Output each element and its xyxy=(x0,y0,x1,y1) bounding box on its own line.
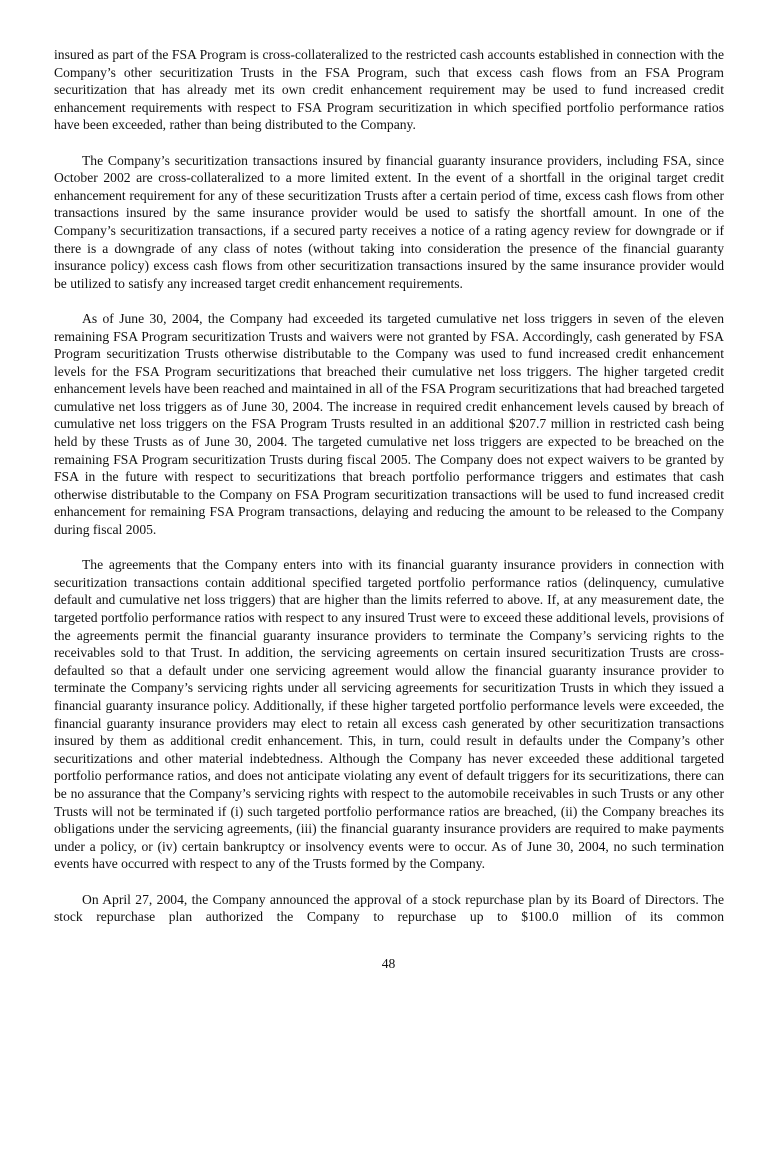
paragraph-net-loss-triggers: As of June 30, 2004, the Company had exceeded its targeted cumulative net loss triggers in seven of the eleven remaining FSA Program securitization Trusts and waivers were not granted by FSA. Accordingly, cash generated by FSA Program securitization Trusts otherwise distributable to the Company was used to fund increased credit enhancement levels for the FSA Program securitizations that breached their cumulative net loss triggers. The higher targeted credit enhancement levels have been reached and maintained in all of the FSA Program securitizations that had breached targeted cumulative net loss triggers as of June 30, 2004. The increase in required credit enhancement levels caused by breach of cumulative net loss triggers on the FSA Program Trusts resulted in an additional $207.7 million in restricted cash being held by these Trusts as of June 30, 2004. The targeted cumulative net loss triggers are expected to be breached on the remaining FSA Program securitization Trusts during fiscal 2005. The Company does not expect waivers to be granted by FSA in the future with respect to securitizations that breach portfolio performance triggers and estimates that cash otherwise distributable to the Company on FSA Program securitization transactions will be used to fund increased credit enhancement for remaining FSA Program transactions, delaying and reducing the amount to be released to the Company during fiscal 2005. xyxy=(54,310,724,538)
paragraph-fsa-cross-collateralization: insured as part of the FSA Program is cross-collateralized to the restricted cash accounts established in connection with the Company’s other securitization Trusts in the FSA Program, such that excess cash flows from an FSA Program securitization that has already met its own credit enhancement requirement may be used to fund increased credit enhancement requirements with respect to FSA Program securitization in which specified portfolio performance ratios have been exceeded, rather than being distributed to the Company. xyxy=(54,47,724,133)
page-number: 48 xyxy=(381,956,396,971)
paragraph-servicing-rights-termination: The agreements that the Company enters into with its financial guaranty insurance providers in connection with securitization transactions contain additional specified targeted portfolio performance ratios (delinquency, cumulative default and cumulative net loss triggers) that are higher than the limits referred to above. If, at any measurement date, the targeted portfolio performance ratios with respect to any insured Trust were to exceed these additional levels, provisions of the agreements permit the financial guaranty insurance providers to terminate the Company’s servicing rights to the receivables sold to that Trust. In addition, the servicing agreements on certain insured securitization Trusts are cross-defaulted so that a default under one servicing agreement would allow the financial guaranty insurance provider to terminate the Company’s servicing rights under all servicing agreements for securitization Trusts in which they issued a financial guaranty insurance policy. Additionally, if these higher targeted portfolio performance levels were exceeded, the financial guaranty insurance providers may elect to retain all excess cash generated by other securitization transactions insured by them as additional credit enhancement. This, in turn, could result in defaults under the Company’s other securitizations and other material indebtedness. Although the Company has never exceeded these additional targeted portfolio performance ratios, and does not anticipate violating any event of default triggers for its securitizations, there can be no assurance that the Company’s servicing rights with respect to the automobile receivables in such Trusts or any other Trusts will not be terminated if (i) such targeted portfolio performance ratios are breached, (ii) the Company breaches its obligations under the servicing agreements, (iii) the financial guaranty insurance providers are required to make payments under a policy, or (iv) certain bankruptcy or insolvency events were to occur. As of June 30, 2004, no such termination events have occurred with respect to any of the Trusts formed by the Company. xyxy=(54,557,724,872)
paragraph-stock-repurchase: On April 27, 2004, the Company announced the approval of a stock repurchase plan by its Board of Directors. The stock repurchase plan authorized the Company to repurchase up to $100.0 million of its common xyxy=(54,891,724,925)
paragraph-limited-cross-collateralization: The Company’s securitization transactions insured by financial guaranty insurance providers, including FSA, since October 2002 are cross-collateralized to a more limited extent. In the event of a shortfall in the original target credit enhancement requirement for any of these securitization Trusts after a certain period of time, excess cash flows from other transactions insured by the same insurance provider would be used to satisfy the shortfall amount. In one of the Company’s securitization transactions, if a secured party receives a notice of a rating agency review for downgrade or if there is a downgrade of any class of notes (without taking into consideration the presence of the financial guaranty insurance policy) excess cash flows from other securitization transactions insured by the same insurance provider would be utilized to satisfy any increased target credit enhancement requirements. xyxy=(54,152,724,291)
document-page xyxy=(54,46,724,926)
